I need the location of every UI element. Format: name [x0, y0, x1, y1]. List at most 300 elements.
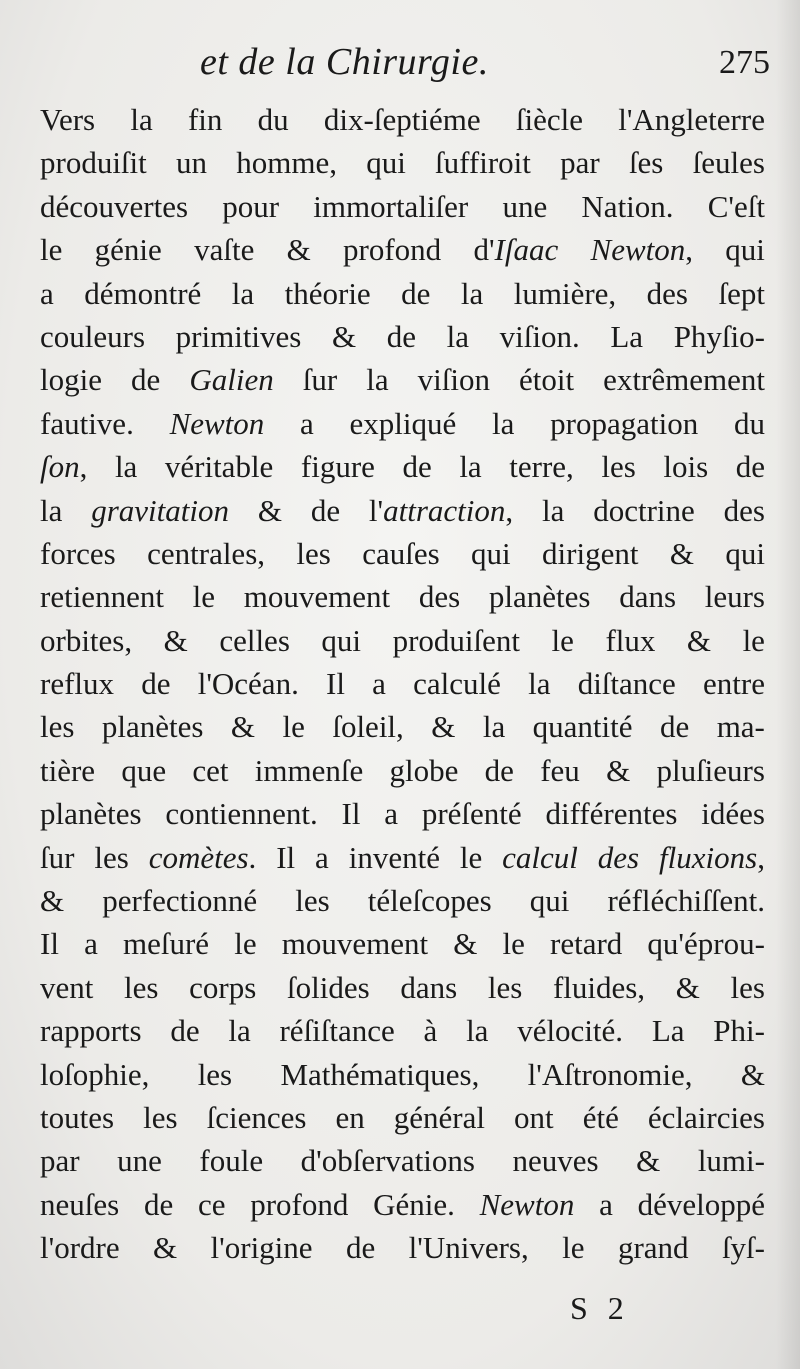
- word-group: [244, 575, 390, 618]
- word-group: [153, 1226, 177, 1269]
- italic-word: ſon: [40, 449, 80, 485]
- word-group: [480, 1183, 575, 1226]
- word-group: [141, 662, 170, 705]
- word-group: [528, 1053, 693, 1096]
- word: contiennent.: [165, 796, 318, 832]
- word: la: [459, 449, 482, 485]
- word-group: [701, 792, 765, 835]
- word: a: [372, 666, 386, 702]
- word-group: [40, 141, 147, 184]
- word: quantité: [532, 709, 633, 745]
- word: &: [686, 622, 712, 658]
- word-group: [736, 445, 765, 488]
- page-header: [200, 40, 770, 90]
- running-title: et de la Chirurgie.: [200, 41, 489, 83]
- italic-word: Galien: [189, 362, 274, 398]
- word-group: [502, 836, 578, 879]
- word: orbites,: [40, 622, 133, 658]
- text-line: [40, 489, 765, 532]
- word-group: [562, 1226, 584, 1269]
- word-group: [659, 836, 765, 879]
- word-group: [514, 272, 616, 315]
- word: retard: [550, 926, 623, 962]
- word-group: [473, 228, 558, 271]
- word: a: [315, 839, 329, 875]
- word-group: [149, 836, 257, 879]
- word: dans: [400, 969, 458, 1005]
- word-group: [528, 662, 550, 705]
- word-group: [198, 662, 299, 705]
- word: immenſe: [254, 752, 364, 788]
- word: ſept: [718, 275, 765, 311]
- word: a: [40, 275, 54, 311]
- text-line: [40, 922, 765, 965]
- word-group: [724, 489, 765, 532]
- word: des: [418, 579, 461, 615]
- text-line: [40, 1096, 765, 1139]
- word-group: [189, 358, 273, 401]
- word-group: [343, 228, 441, 271]
- word-group: [663, 445, 708, 488]
- word: éclaircies: [647, 1099, 765, 1135]
- word-group: [362, 532, 439, 575]
- word: le: [742, 622, 765, 658]
- word: fautive.: [40, 405, 134, 441]
- word-group: [301, 1139, 475, 1182]
- word-group: [418, 358, 490, 401]
- word-group: [483, 705, 505, 748]
- word: l'ordre: [40, 1230, 120, 1266]
- word-group: [117, 1139, 162, 1182]
- word: la: [366, 362, 389, 398]
- word-group: [40, 1183, 119, 1226]
- word: de: [484, 752, 514, 788]
- word-group: [598, 836, 639, 879]
- word-group: [124, 966, 158, 1009]
- text-line: [40, 1009, 765, 1052]
- word: démontré: [84, 275, 202, 311]
- page-number: 275: [719, 44, 770, 81]
- word-group: [40, 879, 64, 922]
- word: retiennent: [40, 579, 164, 615]
- text-line: [40, 749, 765, 792]
- word-group: [581, 185, 673, 228]
- text-line: [40, 185, 765, 228]
- word: lumière,: [513, 275, 617, 311]
- word-group: [176, 141, 207, 184]
- word-group: [287, 966, 370, 1009]
- text-line: [40, 228, 765, 271]
- text-line: [40, 358, 765, 401]
- word: l'Angleterre: [618, 102, 765, 137]
- word-group: [393, 619, 520, 662]
- word-group: [144, 1183, 173, 1226]
- word: Génie.: [373, 1186, 455, 1222]
- word-group: [530, 879, 570, 922]
- word-group: [394, 1096, 485, 1139]
- word: ont: [514, 1099, 554, 1135]
- word: produiſent: [392, 622, 520, 658]
- text-line: [40, 879, 765, 922]
- word: qui: [366, 145, 406, 181]
- word-group: [372, 662, 386, 705]
- word: l': [368, 492, 384, 528]
- word: vent: [40, 969, 94, 1005]
- word: les: [730, 969, 765, 1005]
- word-group: [219, 619, 290, 662]
- text-line: [40, 1226, 765, 1269]
- word-group: [250, 1183, 348, 1226]
- word: les: [197, 1056, 233, 1092]
- word-group: [676, 966, 700, 1009]
- word-group: [194, 228, 254, 271]
- word-group: [722, 1226, 765, 1269]
- text-line: [40, 315, 765, 358]
- word: les: [487, 969, 523, 1005]
- word: homme,: [236, 145, 337, 181]
- word: en: [335, 1099, 365, 1135]
- word: de: [735, 449, 765, 485]
- word-group: [387, 315, 416, 358]
- word: une: [502, 188, 548, 224]
- word-group: [115, 445, 137, 488]
- word-group: [255, 749, 363, 792]
- word: rapports: [40, 1013, 142, 1049]
- word: d'obſervations: [300, 1143, 475, 1179]
- word-group: [402, 445, 431, 488]
- word-group: [231, 705, 255, 748]
- word: cauſes: [362, 535, 440, 571]
- word: &: [230, 709, 256, 745]
- word: génie: [94, 232, 162, 268]
- word: qui: [725, 535, 765, 571]
- text-line: [40, 532, 765, 575]
- italic-word: Newton: [169, 405, 265, 441]
- word-group: [552, 619, 574, 662]
- word-group: [282, 922, 428, 965]
- word-group: [170, 402, 265, 445]
- word-group: [409, 1226, 529, 1269]
- word: Il: [326, 666, 345, 702]
- word-group: [321, 619, 361, 662]
- word-group: [401, 272, 430, 315]
- word: flux: [605, 622, 656, 658]
- word: le: [234, 926, 257, 962]
- word: la: [130, 102, 153, 137]
- word-group: [228, 1009, 250, 1052]
- word: neuves: [512, 1143, 599, 1179]
- word: le: [502, 926, 525, 962]
- word: mouvement: [243, 579, 391, 615]
- word-group: [40, 1139, 80, 1182]
- word: &: [669, 535, 694, 571]
- word: vaſte: [194, 232, 255, 268]
- text-line: [40, 966, 765, 1009]
- word-group: [143, 1096, 177, 1139]
- word-group: [368, 879, 492, 922]
- word: découvertes: [40, 188, 189, 224]
- word-group: [489, 575, 591, 618]
- word: un: [176, 145, 207, 181]
- word: la: [482, 709, 506, 745]
- word-group: [40, 836, 74, 879]
- word: Vers: [40, 102, 96, 137]
- word: &: [286, 232, 311, 268]
- word: réfléchiſſent.: [607, 883, 765, 919]
- word-group: [301, 445, 375, 488]
- word-group: [605, 619, 655, 662]
- word: fluides,: [552, 969, 646, 1005]
- word: a: [599, 1186, 613, 1222]
- word-group: [40, 532, 116, 575]
- word-group: [413, 662, 501, 705]
- word-group: [533, 705, 633, 748]
- word: &: [636, 1143, 661, 1179]
- word: primitives: [175, 318, 302, 354]
- text-line: [40, 705, 765, 748]
- word: la: [460, 275, 484, 311]
- word: planètes: [101, 709, 204, 745]
- text-line: [40, 1053, 765, 1096]
- word-group: [198, 1183, 226, 1226]
- word: perfectionné: [102, 883, 258, 919]
- word-group: [40, 619, 132, 662]
- word-group: [603, 358, 765, 401]
- word-group: [199, 1139, 263, 1182]
- word: théorie: [284, 275, 371, 311]
- word-group: [40, 1226, 120, 1269]
- word: foule: [199, 1143, 264, 1179]
- word-group: [725, 228, 765, 271]
- word-group: [342, 792, 361, 835]
- word-group: [687, 619, 711, 662]
- word-group: [40, 445, 87, 488]
- word: viſion: [417, 362, 490, 398]
- word-group: [258, 98, 289, 141]
- word-group: [94, 836, 128, 879]
- word-group: [349, 836, 440, 879]
- word: de: [659, 709, 690, 745]
- word-group: [373, 1183, 455, 1226]
- word: a: [84, 926, 98, 962]
- word: doctrine: [593, 492, 695, 528]
- word-group: [731, 966, 765, 1009]
- word: Il: [40, 926, 59, 962]
- word-group: [350, 402, 457, 445]
- word-group: [287, 228, 311, 271]
- word-group: [519, 358, 574, 401]
- word-group: [542, 532, 638, 575]
- italic-word: fluxions: [659, 839, 758, 875]
- word: &: [163, 622, 188, 658]
- word-group: [40, 98, 95, 141]
- word: grand: [617, 1230, 689, 1266]
- word: Mathématiques,: [280, 1056, 480, 1092]
- word: le: [562, 1230, 585, 1266]
- word: diſtance: [577, 666, 676, 702]
- word-group: [703, 662, 765, 705]
- word-group: [629, 141, 663, 184]
- word-group: [502, 185, 547, 228]
- word: immortaliſer: [313, 188, 469, 224]
- word: le: [282, 709, 305, 745]
- word-group: [303, 358, 337, 401]
- word-group: [236, 141, 337, 184]
- word: ſur: [40, 839, 75, 875]
- italic-word: Iſaac: [494, 232, 559, 268]
- word: &: [606, 752, 631, 788]
- word-group: [40, 575, 164, 618]
- word-group: [170, 1009, 199, 1052]
- word-group: [607, 879, 765, 922]
- word: la: [466, 1013, 489, 1049]
- word: l'Océan.: [197, 666, 299, 702]
- word: qu'éprou-: [647, 926, 765, 962]
- word: ,: [505, 492, 514, 528]
- word-group: [545, 792, 677, 835]
- word: ſolides: [286, 969, 370, 1005]
- word: la: [542, 492, 565, 528]
- word-group: [165, 792, 317, 835]
- word: l'origine: [210, 1230, 313, 1266]
- word: &: [332, 318, 357, 354]
- word-group: [40, 489, 62, 532]
- text-line: [40, 619, 765, 662]
- word: reflux: [40, 666, 115, 702]
- italic-word: des: [597, 839, 640, 875]
- word-group: [276, 836, 295, 879]
- word-group: [725, 532, 765, 575]
- word-group: [540, 749, 580, 792]
- word: ce: [197, 1186, 226, 1222]
- word-group: [517, 1009, 623, 1052]
- word: qui: [529, 883, 570, 919]
- word-group: [705, 575, 765, 618]
- word: ,: [79, 449, 88, 485]
- word: figure: [300, 449, 375, 485]
- word-group: [165, 445, 273, 488]
- word-group: [366, 358, 388, 401]
- word-group: [459, 445, 481, 488]
- word: inventé: [348, 839, 440, 875]
- signature-mark: S 2: [570, 1290, 630, 1326]
- word-group: [419, 575, 460, 618]
- word-group: [488, 966, 522, 1009]
- word-group: [280, 1053, 479, 1096]
- word: lois: [663, 449, 709, 485]
- word-group: [743, 619, 765, 662]
- word: Phyſio-: [673, 318, 765, 354]
- word: du: [257, 102, 289, 137]
- word-group: [176, 315, 302, 358]
- word: produiſit: [40, 145, 147, 181]
- word-group: [123, 922, 209, 965]
- word: leurs: [704, 579, 765, 615]
- word-group: [315, 836, 329, 879]
- word: l'Aſtronomie,: [527, 1056, 693, 1092]
- word: les: [124, 969, 159, 1005]
- word: &: [257, 492, 282, 528]
- word: ſur: [302, 362, 338, 398]
- word: vélocité.: [517, 1013, 624, 1049]
- word: ſciences: [206, 1099, 307, 1135]
- word: de: [141, 666, 171, 702]
- word-group: [84, 272, 201, 315]
- word: loſophie,: [40, 1056, 150, 1092]
- word-group: [647, 922, 765, 965]
- word-group: [447, 315, 469, 358]
- word: .: [248, 839, 257, 875]
- word: Nation.: [581, 188, 674, 224]
- word-group: [40, 272, 54, 315]
- word-group: [601, 445, 635, 488]
- word-group: [40, 358, 102, 401]
- text-line: [40, 1139, 765, 1182]
- word-group: [513, 1139, 599, 1182]
- word: profond: [250, 1186, 349, 1222]
- word: à: [423, 1013, 438, 1049]
- word: La: [651, 1013, 685, 1049]
- word-group: [40, 228, 62, 271]
- text-line: [40, 98, 765, 141]
- word: ſyſ-: [721, 1230, 765, 1266]
- word-group: [708, 185, 765, 228]
- word: globe: [389, 752, 459, 788]
- word-group: [550, 402, 698, 445]
- word: ,: [757, 839, 765, 875]
- word: la: [446, 318, 470, 354]
- word: fin: [187, 102, 223, 137]
- word-group: [285, 272, 371, 315]
- word-group: [578, 662, 676, 705]
- word: &: [675, 969, 700, 1005]
- word: forces: [40, 535, 116, 571]
- word-group: [610, 315, 643, 358]
- word: des: [646, 275, 688, 311]
- word: cet: [192, 752, 229, 788]
- word-group: [652, 1009, 685, 1052]
- word-group: [400, 966, 457, 1009]
- word-group: [207, 1096, 307, 1139]
- word: extrêmement: [603, 362, 765, 398]
- word: de: [386, 318, 417, 354]
- word: planètes: [40, 796, 142, 832]
- word: ſoleil,: [332, 709, 404, 745]
- word-group: [492, 402, 514, 445]
- word: planètes: [488, 579, 591, 615]
- italic-word: Newton: [590, 232, 686, 268]
- word: profond: [343, 232, 442, 268]
- word: développé: [637, 1186, 765, 1222]
- word-group: [131, 358, 160, 401]
- word: de: [401, 275, 431, 311]
- word-group: [283, 705, 305, 748]
- word-group: [553, 966, 645, 1009]
- word: les: [601, 449, 636, 485]
- text-line: [40, 141, 765, 184]
- word: les: [40, 709, 75, 745]
- word: Il: [276, 839, 296, 875]
- text-line: [40, 445, 765, 488]
- word: toutes: [40, 1099, 115, 1135]
- word-group: [718, 272, 765, 315]
- word: centrales,: [147, 535, 266, 571]
- word: le: [459, 839, 483, 875]
- word: ſuffiroit: [435, 145, 531, 181]
- word-group: [422, 792, 522, 835]
- word-group: [188, 98, 222, 141]
- word-group: [313, 185, 468, 228]
